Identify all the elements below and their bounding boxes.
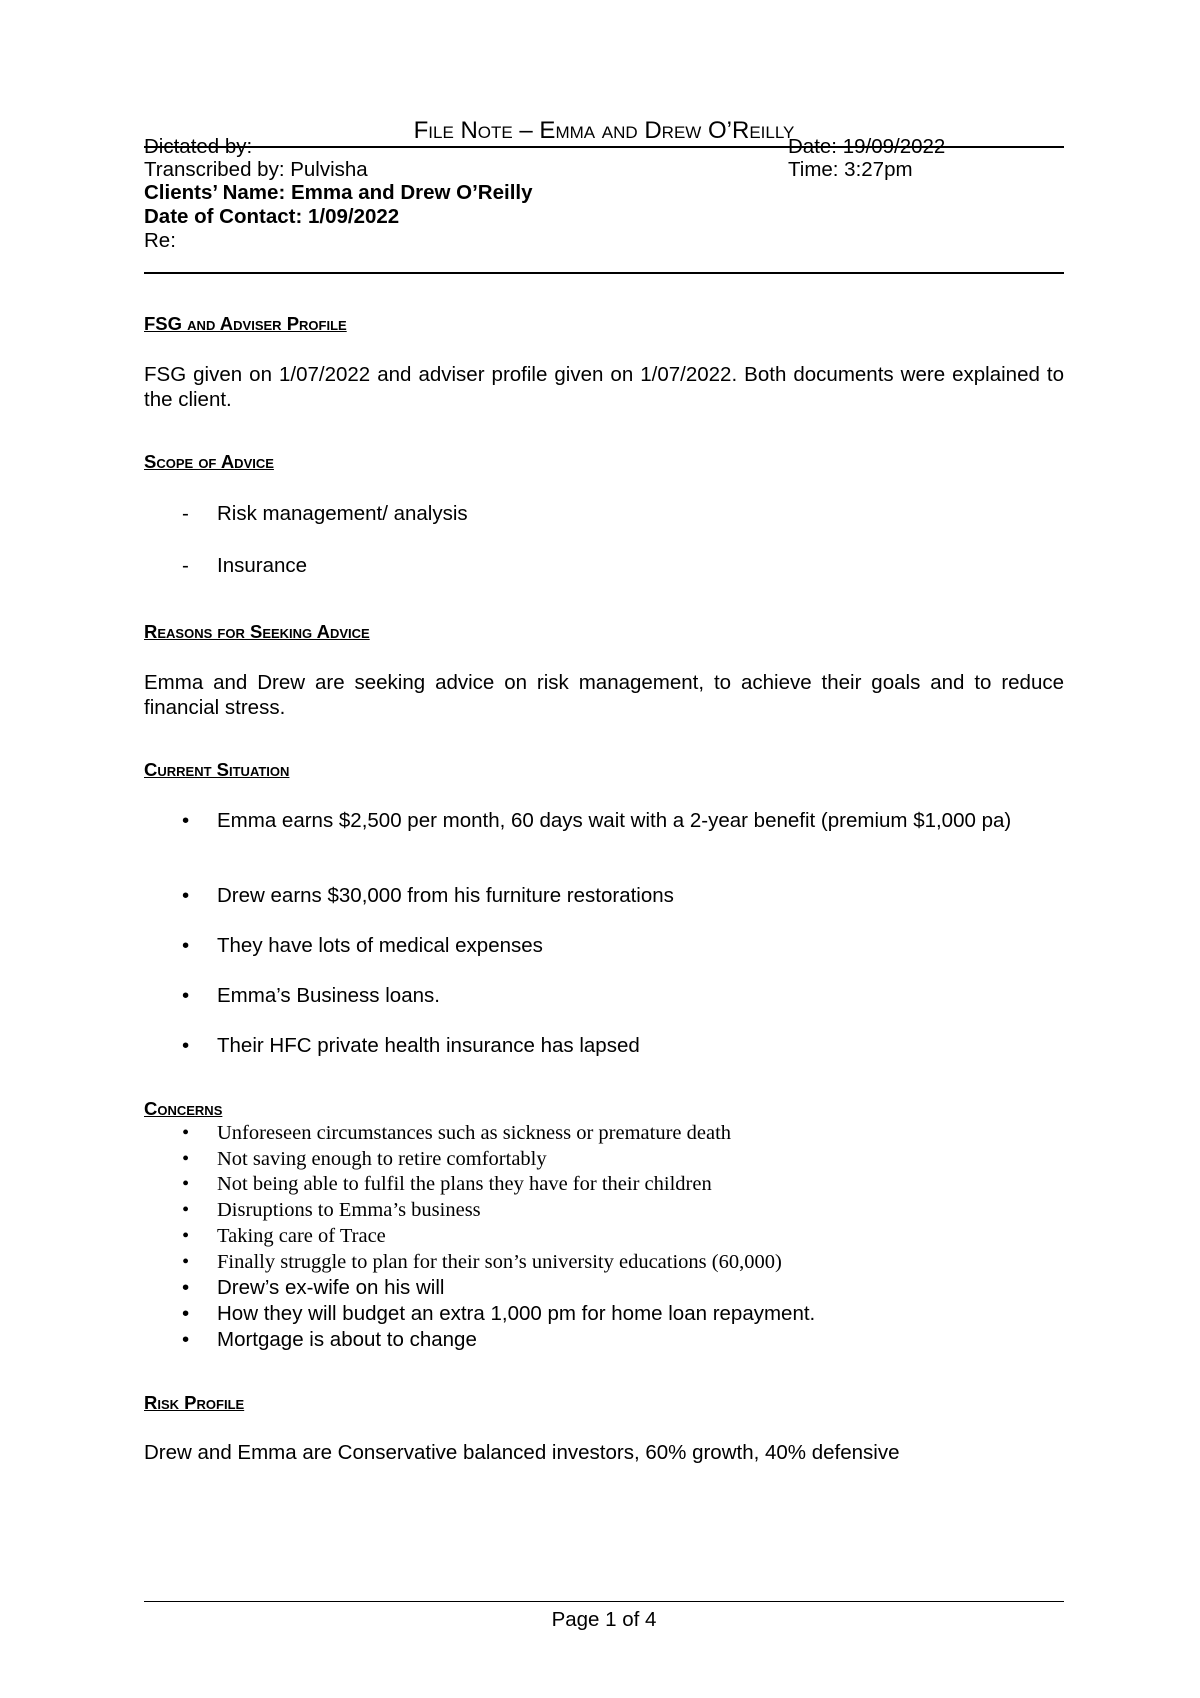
list-item-text: Disruptions to Emma’s business: [217, 1199, 481, 1221]
bullet-marker: •: [182, 1302, 190, 1325]
re-line: Re:: [144, 229, 176, 252]
bullet-marker: •: [182, 1251, 190, 1273]
bullet-marker: •: [182, 934, 190, 957]
heading-risk: Risk Profile: [144, 1392, 245, 1413]
note-date: Date: 19/09/2022: [788, 135, 946, 158]
bullet-marker: •: [182, 1122, 190, 1144]
reasons-paragraph: Emma and Drew are seeking advice on risk management, to achieve their goals and to reduce financial stress.: [144, 671, 1064, 719]
list-item-text: Unforeseen circumstances such as sickness or premature death: [217, 1122, 732, 1144]
list-item-text: Risk management/ analysis: [217, 502, 468, 525]
heading-current: Current Situation: [144, 759, 290, 780]
bullet-marker: •: [182, 809, 190, 832]
dash-marker: -: [182, 502, 189, 525]
bullet-marker: •: [182, 1225, 190, 1247]
list-item-text: They have lots of medical expenses: [217, 934, 543, 957]
dictated-by: Dictated by:: [144, 135, 253, 158]
page-title: File Note – Emma and Drew O’Reilly: [413, 117, 795, 144]
note-time: Time: 3:27pm: [788, 158, 913, 181]
list-item-text: Finally struggle to plan for their son’s university educations (60,000): [217, 1251, 782, 1273]
list-item-text: Emma’s Business loans.: [217, 984, 440, 1007]
list-item-text: Their HFC private health insurance has lapsed: [217, 1034, 640, 1057]
heading-fsg: FSG and Adviser Profile: [144, 313, 347, 334]
bullet-marker: •: [182, 1148, 190, 1170]
bullet-marker: •: [182, 1034, 190, 1057]
bullet-marker: •: [182, 1328, 190, 1351]
list-item-text: Insurance: [217, 554, 308, 577]
list-item-text: Taking care of Trace: [217, 1225, 386, 1247]
transcribed-by: Transcribed by: Pulvisha: [144, 158, 368, 181]
list-item-text: How they will budget an extra 1,000 pm for home loan repayment.: [217, 1302, 816, 1325]
list-item-text: Mortgage is about to change: [217, 1328, 477, 1351]
list-item-text: Drew’s ex-wife on his will: [217, 1276, 445, 1299]
footer-divider: [144, 1601, 1064, 1602]
risk-paragraph: Drew and Emma are Conservative balanced investors, 60% growth, 40% defensive: [144, 1441, 900, 1464]
list-item-text: Not saving enough to retire comfortably: [217, 1148, 547, 1170]
bullet-marker: •: [182, 984, 190, 1007]
clients-name: Clients’ Name: Emma and Drew O’Reilly: [144, 181, 533, 204]
list-item-text: Not being able to fulfil the plans they have for their children: [217, 1173, 712, 1195]
bullet-marker: •: [182, 1276, 190, 1299]
dash-marker: -: [182, 554, 189, 577]
bullet-marker: •: [182, 1173, 190, 1195]
fsg-paragraph: FSG given on 1/07/2022 and adviser profile given on 1/07/2022. Both documents were explained to the client.: [144, 363, 1064, 411]
bullet-marker: •: [182, 884, 190, 907]
heading-reasons: Reasons for Seeking Advice: [144, 621, 370, 642]
heading-concerns: Concerns: [144, 1098, 223, 1119]
date-of-contact: Date of Contact: 1/09/2022: [144, 205, 400, 228]
page-number: Page 1 of 4: [551, 1608, 657, 1631]
header-divider: [144, 272, 1064, 274]
list-item-text: Drew earns $30,000 from his furniture restorations: [217, 884, 674, 907]
list-item-text: Emma earns $2,500 per month, 60 days wait with a 2-year benefit (premium $1,000 pa): [217, 809, 1012, 832]
heading-scope: Scope of Advice: [144, 451, 274, 472]
bullet-marker: •: [182, 1199, 190, 1221]
